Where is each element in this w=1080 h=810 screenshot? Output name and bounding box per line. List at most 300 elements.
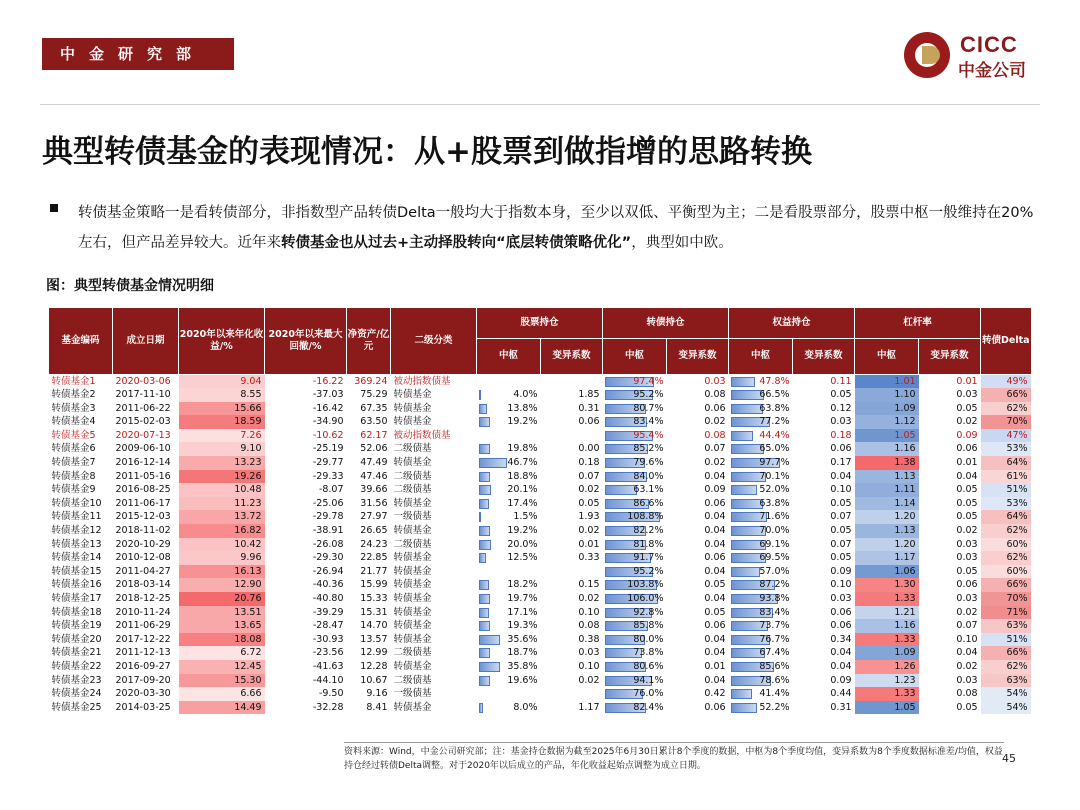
net-assets: 47.46 [360,470,388,482]
equity-center [729,497,793,511]
stock-center-value: 19.8% [507,443,538,455]
category: 二级债基 [393,647,432,659]
cb-delta: 62% [981,524,1031,538]
cb-center [603,402,667,416]
leverage-center: 1.05 [855,701,919,715]
cb-center-value: 85.2% [633,443,664,455]
cb-center [603,578,667,592]
cb-center-value: 92.8% [633,606,664,618]
fund-code: 转债基金21 [51,647,102,659]
equity-center [729,565,793,579]
table-row [49,442,1031,456]
table-row [49,592,1031,606]
equity-cv: 0.11 [830,375,852,387]
leverage-cv: 0.05 [956,497,978,509]
category: 转债基金 [393,402,432,414]
leverage-cv: 0.08 [956,688,978,700]
table-row [49,470,1031,484]
header-nav: 净资产/亿元 [347,308,391,374]
cb-delta: 71% [981,606,1031,620]
table-row [49,565,1031,579]
fund-code: 转债基金11 [51,511,102,523]
category: 转债基金 [393,416,432,428]
fund-code: 转债基金2 [51,389,96,401]
equity-center-value: 76.7% [759,633,790,645]
net-assets: 31.56 [360,497,388,509]
fund-code: 转债基金7 [51,457,96,469]
leverage-center: 1.17 [855,551,919,565]
leverage-center: 1.06 [855,565,919,579]
leverage-center: 1.23 [855,674,919,688]
fund-code: 转债基金16 [51,579,102,591]
equity-cv: 0.18 [830,429,852,441]
net-assets: 62.17 [360,429,388,441]
table-row [49,510,1031,524]
net-assets: 47.49 [360,457,388,469]
stock-cv: 0.02 [578,674,600,686]
max-drawdown: -29.78 [312,511,344,523]
table-row [49,660,1031,674]
equity-center-value: 69.5% [759,552,790,564]
leverage-center: 1.09 [855,646,919,660]
max-drawdown: -40.36 [312,579,344,591]
category: 二级债基 [393,674,432,686]
cb-delta: 53% [981,442,1031,456]
cb-cv: 0.06 [704,552,726,564]
leverage-center: 1.33 [855,687,919,701]
header-return: 2020年以来年化收益/% [179,308,265,374]
annual-return: 10.42 [179,538,265,552]
annual-return: 12.45 [179,660,265,674]
fund-detail-table [48,308,1031,714]
cb-cv: 0.03 [704,375,726,387]
leverage-cv: 0.02 [956,525,978,537]
net-assets: 26.65 [360,525,388,537]
stock-center-value: 20.0% [507,538,538,550]
equity-center [729,646,793,660]
equity-center-value: 44.4% [759,429,790,441]
cb-delta: 53% [981,497,1031,511]
equity-center [729,606,793,620]
cb-center-value: 73.8% [633,647,664,659]
page-number: 45 [1002,752,1016,765]
stock-cv [541,374,603,388]
category: 二级债基 [393,538,432,550]
annual-return: 15.66 [179,402,265,416]
leverage-cv: 0.01 [956,375,978,387]
table-row [49,402,1031,416]
stock-center-value: 8.0% [513,701,538,713]
equity-center-value: 66.5% [759,389,790,401]
stock-center [477,606,541,620]
equity-center [729,592,793,606]
table-row [49,606,1031,620]
annual-return: 9.04 [179,374,265,388]
table-row [49,701,1031,715]
leverage-cv: 0.07 [956,620,978,632]
cb-cv: 0.06 [704,497,726,509]
equity-cv: 0.05 [830,497,852,509]
max-drawdown: -26.08 [312,538,344,550]
fund-code: 转债基金13 [51,538,102,550]
table-row [49,524,1031,538]
cb-center [603,374,667,388]
cb-delta: 61% [981,470,1031,484]
cb-center-value: 82.2% [633,525,664,537]
leverage-center: 1.33 [855,633,919,647]
stock-cv: 0.05 [578,497,600,509]
equity-cv: 0.04 [830,470,852,482]
stock-cv: 0.07 [578,470,600,482]
cb-cv: 0.02 [704,416,726,428]
net-assets: 63.50 [360,416,388,428]
fund-code: 转债基金22 [51,660,102,672]
max-drawdown: -32.28 [312,701,344,713]
inception-date: 2016-08-25 [115,484,171,496]
stock-center [477,483,541,497]
leverage-center: 1.16 [855,442,919,456]
stock-center-value: 19.2% [507,525,538,537]
paragraph-bold: 转债基金也从过去+主动择股转向“底层转债策略优化” [281,235,632,251]
cb-center [603,701,667,715]
stock-center-value: 18.8% [507,470,538,482]
inception-date: 2011-06-29 [115,620,171,632]
cb-center [603,388,667,402]
inception-date: 2011-06-17 [115,497,171,509]
leverage-cv: 0.02 [956,606,978,618]
cb-delta: 66% [981,388,1031,402]
category: 转债基金 [393,525,432,537]
cb-center [603,483,667,497]
equity-center-value: 93.8% [759,593,790,604]
stock-cv: 0.00 [578,443,600,455]
equity-cv: 0.07 [830,511,852,523]
equity-cv: 0.04 [830,660,852,672]
table-row [49,578,1031,592]
category: 一级债基 [393,511,432,523]
cb-center [603,592,667,606]
cb-center [603,538,667,552]
equity-center [729,578,793,592]
equity-center-value: 63.8% [759,497,790,509]
stock-cv: 0.31 [578,402,600,414]
cb-delta: 51% [981,483,1031,497]
equity-cv: 0.03 [830,416,852,428]
net-assets: 39.66 [360,484,388,496]
equity-cv: 0.05 [830,552,852,564]
leverage-center: 1.11 [855,483,919,497]
bullet-square-icon [50,204,58,212]
equity-center [729,415,793,429]
cb-center [603,619,667,633]
inception-date: 2015-12-03 [115,511,171,523]
fund-code: 转债基金19 [51,620,102,632]
leverage-center: 1.05 [855,429,919,443]
equity-center [729,551,793,565]
stock-center [477,497,541,511]
stock-cv: 1.85 [578,389,600,401]
table-row [49,646,1031,660]
stock-cv: 0.02 [578,593,600,604]
category: 转债基金 [393,457,432,469]
stock-center-value: 19.6% [507,674,538,686]
fund-code: 转债基金15 [51,565,102,577]
stock-center-value: 19.3% [507,620,538,632]
cb-delta: 64% [981,456,1031,470]
annual-return: 12.90 [179,578,265,592]
max-drawdown: -25.19 [312,443,344,455]
leverage-center: 1.12 [855,415,919,429]
net-assets: 369.24 [354,375,388,387]
equity-center [729,429,793,443]
cb-center-value: 106.0% [627,593,664,604]
category: 转债基金 [393,701,432,713]
category: 转债基金 [393,620,432,632]
max-drawdown: -29.77 [312,457,344,469]
cb-center-value: 86.6% [633,497,664,509]
cb-cv: 0.07 [704,443,726,455]
table-row [49,674,1031,688]
net-assets: 15.99 [360,579,388,591]
equity-center [729,701,793,715]
stock-center [477,402,541,416]
leverage-center: 1.13 [855,470,919,484]
equity-center [729,402,793,416]
stock-center [477,646,541,660]
stock-center-value: 19.2% [507,416,538,428]
cb-delta: 63% [981,619,1031,633]
leverage-center: 1.14 [855,497,919,511]
fund-code: 转债基金23 [51,674,102,686]
max-drawdown: -29.33 [312,470,344,482]
equity-center [729,660,793,674]
leverage-center: 1.09 [855,402,919,416]
body-paragraph [78,198,1044,258]
equity-cv: 0.10 [830,579,852,591]
inception-date: 2018-11-02 [115,525,171,537]
inception-date: 2016-09-27 [115,660,171,672]
stock-center [477,524,541,538]
cb-cv: 0.04 [704,511,726,523]
stock-cv: 0.10 [578,660,600,672]
inception-date: 2010-11-24 [115,606,171,618]
stock-cv: 0.18 [578,457,600,469]
stock-center [477,619,541,633]
net-assets: 12.28 [360,660,388,672]
stock-cv [541,429,603,443]
inception-date: 2017-11-10 [115,389,171,401]
stock-cv: 0.03 [578,647,600,659]
stock-center [477,565,541,579]
cb-center-value: 95.2% [633,565,664,577]
category: 转债基金 [393,593,432,604]
cb-center [603,687,667,701]
fund-code: 转债基金10 [51,497,102,509]
leverage-cv: 0.04 [956,647,978,659]
category: 二级债基 [393,484,432,496]
leverage-cv: 0.03 [956,538,978,550]
equity-center-value: 47.8% [759,375,790,387]
stock-center-value: 46.7% [507,457,538,469]
leverage-cv: 0.06 [956,579,978,591]
cb-center-value: 108.8% [627,511,664,523]
cb-delta: 64% [981,510,1031,524]
stock-cv: 1.93 [578,511,600,523]
cb-delta: 54% [981,701,1031,715]
cb-cv: 0.04 [704,565,726,577]
category: 转债基金 [393,389,432,401]
cb-delta: 63% [981,674,1031,688]
max-drawdown: -37.03 [312,389,344,401]
annual-return: 18.08 [179,633,265,647]
header-equity-center: 中枢 [729,338,793,374]
cb-center [603,524,667,538]
inception-date: 2011-12-13 [115,647,171,659]
leverage-cv: 0.05 [956,484,978,496]
annual-return: 16.13 [179,565,265,579]
fund-code: 转债基金3 [51,402,96,414]
equity-center-value: 52.0% [759,484,790,496]
header-stock: 股票持仓 [477,308,603,338]
fund-code: 转债基金24 [51,688,102,700]
annual-return: 13.65 [179,619,265,633]
leverage-cv: 0.01 [956,457,978,469]
equity-cv: 0.05 [830,525,852,537]
leverage-center: 1.16 [855,619,919,633]
figure-title: 图：典型转债基金情况明细 [46,278,214,294]
net-assets: 8.41 [366,701,388,713]
cb-cv: 0.01 [704,660,726,672]
max-drawdown: -26.94 [312,565,344,577]
cb-center [603,470,667,484]
equity-center-value: 65.0% [759,443,790,455]
cb-cv: 0.42 [704,688,726,700]
category: 二级债基 [393,443,432,455]
equity-center [729,483,793,497]
header-code: 基金编码 [49,308,113,374]
equity-cv: 0.04 [830,647,852,659]
max-drawdown: -23.56 [312,647,344,659]
category: 转债基金 [393,552,432,564]
category: 转债基金 [393,565,432,577]
stock-center [477,701,541,715]
inception-date: 2020-03-30 [115,688,171,700]
max-drawdown: -41.63 [312,660,344,672]
header-date: 成立日期 [113,308,179,374]
cb-center [603,442,667,456]
leverage-cv: 0.05 [956,701,978,713]
cb-delta: 60% [981,565,1031,579]
table-row [49,429,1031,443]
equity-center-value: 78.6% [759,674,790,686]
inception-date: 2018-03-14 [115,579,171,591]
leverage-center: 1.21 [855,606,919,620]
stock-center-value: 20.1% [507,484,538,496]
stock-cv: 0.02 [578,484,600,496]
cb-delta: 70% [981,415,1031,429]
max-drawdown: -16.42 [312,402,344,414]
cb-center [603,497,667,511]
equity-center-value: 77.2% [759,416,790,428]
cb-center-value: 79.6% [633,457,664,469]
stock-center-value: 18.7% [507,647,538,659]
fund-code: 转债基金6 [51,443,96,455]
equity-cv: 0.09 [830,674,852,686]
equity-cv: 0.06 [830,443,852,455]
inception-date: 2017-09-20 [115,674,171,686]
stock-center [477,388,541,402]
leverage-center: 1.20 [855,510,919,524]
stock-center [477,633,541,647]
table-row [49,687,1031,701]
equity-cv: 0.09 [830,565,852,577]
leverage-cv: 0.10 [956,633,978,645]
annual-return: 19.26 [179,470,265,484]
stock-center [477,687,541,701]
category: 一级债基 [393,688,432,700]
net-assets: 9.16 [366,688,388,700]
cb-cv: 0.09 [704,484,726,496]
max-drawdown: -10.62 [312,429,344,441]
stock-cv [541,687,603,701]
cb-cv: 0.04 [704,674,726,686]
cb-delta: 60% [981,538,1031,552]
logo-text-en: CICC [960,32,1018,57]
cb-center [603,456,667,470]
cb-cv: 0.04 [704,525,726,537]
equity-center [729,538,793,552]
cb-cv: 0.08 [704,389,726,401]
cb-cv: 0.04 [704,633,726,645]
header-drawdown: 2020年以来最大回撤/% [265,308,347,374]
max-drawdown: -28.47 [312,620,344,632]
cb-center-value: 80.6% [633,660,664,672]
inception-date: 2015-02-03 [115,416,171,428]
net-assets: 10.67 [360,674,388,686]
stock-cv: 0.06 [578,416,600,428]
cb-cv: 0.04 [704,470,726,482]
equity-center-value: 87.2% [759,579,790,591]
annual-return: 15.30 [179,674,265,688]
fund-code: 转债基金1 [51,375,96,387]
net-assets: 15.33 [360,593,388,604]
annual-return: 10.48 [179,483,265,497]
cicc-logo [900,30,1050,82]
stock-center-value: 17.1% [507,606,538,618]
max-drawdown: -25.06 [312,497,344,509]
cb-cv: 0.08 [704,429,726,441]
header-category: 二级分类 [391,308,477,374]
table-row [49,483,1031,497]
stock-center [477,429,541,443]
annual-return: 20.76 [179,592,265,606]
cb-delta: 66% [981,578,1031,592]
cb-center-value: 85.8% [633,620,664,632]
paragraph-text-2: ，典型如中欧。 [631,235,733,251]
equity-center-value: 70.1% [759,470,790,482]
cb-cv: 0.05 [704,606,726,618]
source-note: 资料来源：Wind，中金公司研究部；注：基金持仓数据为截至2025年6月30日累计8个季度的数据，中枢为8个季度均值，变异系数为8个季度数据标准差/均值，权益持仓经过转债Delta调整。对于2020年以后成立的产品，年化收益起始点调整为成立日期。 [344,742,1004,773]
leverage-center: 1.38 [855,456,919,470]
annual-return: 13.51 [179,606,265,620]
stock-center-value: 4.0% [513,389,538,401]
annual-return: 8.55 [179,388,265,402]
leverage-cv: 0.05 [956,402,978,414]
equity-center [729,456,793,470]
cb-delta: 54% [981,687,1031,701]
annual-return: 6.66 [179,687,265,701]
equity-cv: 0.05 [830,389,852,401]
